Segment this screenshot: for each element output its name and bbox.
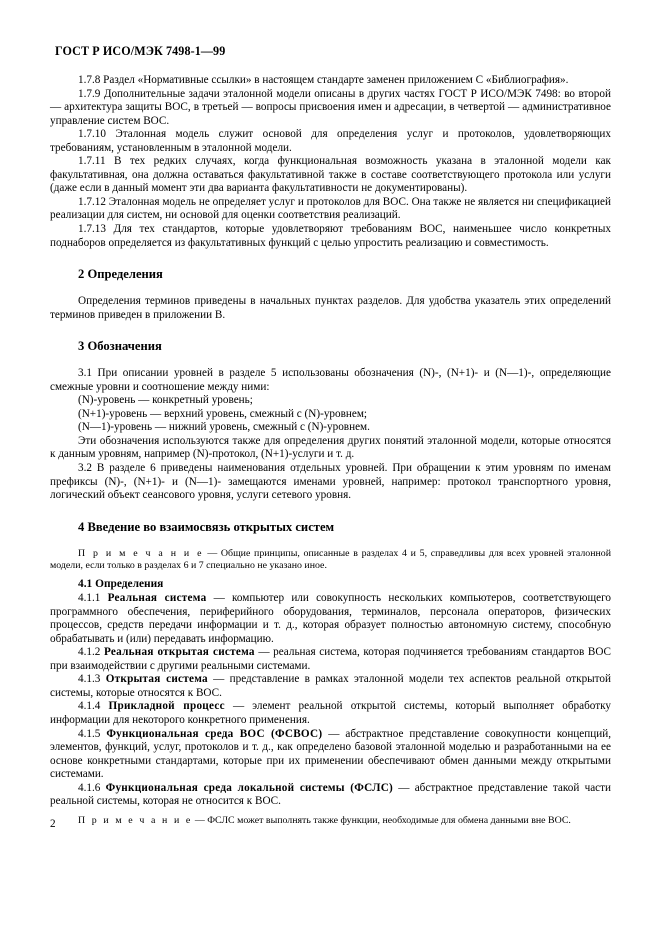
note-text: — Общие принципы, описанные в разделах 4 и 5, справедливы для всех уровней эталонной модели, если только в разделах 6 и 7 специально не указано иное.: [50, 547, 611, 572]
paragraph-3-1-item-a: (N)-уровень — конкретный уровень;: [78, 394, 253, 407]
clause-number: 4.1.5: [78, 727, 107, 740]
paragraph-3-1-closing: Эти обозначения используются также для определения других понятий эталонной модели, которые относятся к данным уровням, например (N)-протокол, (N+1)-услуги и т. д.: [50, 434, 611, 461]
paragraph-1-7-10: 1.7.10 Эталонная модель служит основой для определения услуг и протоколов, удовлетворяющих требованиям, установленным в эталонной модели.: [50, 128, 611, 154]
term-lse: Функциональная среда локальной системы (ФСЛС): [105, 781, 394, 794]
paragraph-1-7-12: 1.7.12 Эталонная модель не определяет услуг и протоколов для ВОС. Она также не является ни спецификацией реализации для систем, ни основой для оценки соответствия реализаций.: [50, 195, 611, 222]
definition-text: — элемент реальной открытой системы, который выполняет обработку информации для некоторого конкретного применения.: [50, 700, 611, 726]
page-number: 2: [50, 818, 56, 830]
clause-number: 4.1.1: [78, 592, 108, 605]
term-real-system: Реальная система: [107, 592, 207, 605]
paragraph-4-1-6: [50, 782, 611, 809]
clause-number: 4.1.3: [78, 673, 106, 686]
paragraph-4-1-1: [50, 592, 611, 646]
definition-text: — компьютер или совокупность нескольких компьютеров, соответствующего программного обеспечения, периферийного оборудования, терминалов, персонала операторов, физических процессов, средств передачи информации и т. д., которая образует полностью автономную систему, способную обрабатывать и (или) передавать информацию.: [50, 592, 612, 645]
note-section-4: [50, 548, 611, 573]
definition-text: — представление в рамках эталонной модели тех аспектов реальной открытой системы, которые относятся к ВОС.: [50, 673, 612, 699]
definition-text: — абстрактное представление такой части реальной системы, которая не относится к ВОС.: [50, 781, 612, 808]
paragraph-4-1-3: [50, 673, 611, 700]
term-osie: Функциональная среда ВОС (ФСВОС): [106, 727, 323, 740]
paragraph-1-7-11: 1.7.11 В тех редких случаях, когда функциональная возможность указана в эталонной модели как факультативная, она должна оставаться факультативной также в составе соответствующего протокола или услуги (даже если в данный момент эти два варианта факультативности не документированы).: [50, 155, 611, 195]
paragraph-4-1-5: [50, 728, 611, 782]
paragraph-1-7-8: 1.7.8 Раздел «Нормативные ссылки» в настоящем стандарте заменен приложением С «Библиография».: [78, 74, 569, 86]
note-clause-4-1-6: [50, 815, 611, 827]
paragraph-3-1: 3.1 При описании уровней в разделе 5 использованы обозначения (N)-, (N+1)- и (N—1)-, определяющие смежные уровни и соотношение между ними:: [50, 367, 611, 393]
term-open-system: Открытая система: [105, 673, 208, 686]
note-label: П р и м е ч а н и е: [78, 814, 193, 826]
definition-text: — абстрактное представление совокупности концепций, элементов, функций, услуг, протоколов и т. д., как определено базовой эталонной моделью и разработанными на ее основе конкретными стандартами, которые при их применении обеспечивают обмен данными между открытыми системами.: [50, 727, 611, 781]
paragraph-1-7-9: 1.7.9 Дополнительные задачи эталонной модели описаны в других частях ГОСТ Р ИСО/МЭК 7498: во второй — архитектура защиты ВОС, в третьей — вопросы присвоения имен и адресации, в четвертой — административное управление систем ВОС.: [50, 87, 611, 127]
term-application-process: Прикладной процесс: [108, 700, 225, 713]
paragraph-3-1-item-c: (N—1)-уровень — нижний уровень, смежный с (N)-уровнем.: [78, 421, 370, 434]
heading-4-1: 4.1 Определения: [78, 578, 164, 591]
paragraph-4-1-4: [50, 700, 611, 727]
spacer: [50, 322, 611, 339]
paragraph-4-1-2: [50, 646, 611, 673]
note-text: — ФСЛС может выполнять также функции, необходимые для обмена данными вне ВОС.: [192, 814, 571, 826]
paragraph-section-2-intro: Определения терминов приведены в начальных пунктах разделов. Для удобства указатель этих определений терминов приведен в приложении В.: [50, 295, 611, 321]
definition-text: — реальная система, которая подчиняется требованиям стандартов ВОС при взаимодействии с другими реальными системами.: [50, 646, 611, 672]
heading-section-3: 3 Обозначения: [78, 339, 162, 354]
spacer: [50, 282, 611, 295]
heading-section-4: 4 Введение во взаимосвязь открытых систем: [78, 519, 335, 534]
clause-number: 4.1.6: [78, 781, 106, 794]
term-real-open-system: Реальная открытая система: [104, 646, 255, 659]
paragraph-1-7-13: 1.7.13 Для тех стандартов, которые удовлетворяют требованиям ВОС, наименьшее число конкретных поднаборов определяется из факультативных функций с целью упростить реализацию и совместимость.: [50, 223, 611, 249]
spacer: [50, 250, 611, 267]
paragraph-3-1-item-b: (N+1)-уровень — верхний уровень, смежный с (N)-уровнем;: [78, 407, 368, 420]
clause-number: 4.1.4: [78, 700, 109, 713]
heading-section-2: 2 Определения: [78, 267, 163, 282]
page-content: [50, 44, 611, 827]
spacer: [50, 503, 611, 520]
paragraph-3-2: 3.2 В разделе 6 приведены наименования отдельных уровней. При обращении к этим уровням по именам префиксы (N)-, (N+1)- и (N—1)- замещаются именами уровней, например: протокол транспортного уровня, логический объект сеансового уровня, услуги сетевого уровня.: [50, 462, 611, 502]
spacer: [50, 354, 611, 367]
clause-number: 4.1.2: [78, 646, 104, 659]
note-label: П р и м е ч а н и е: [78, 547, 204, 559]
spacer: [50, 535, 611, 548]
running-head: ГОСТ Р ИСО/МЭК 7498-1—99: [55, 44, 226, 58]
